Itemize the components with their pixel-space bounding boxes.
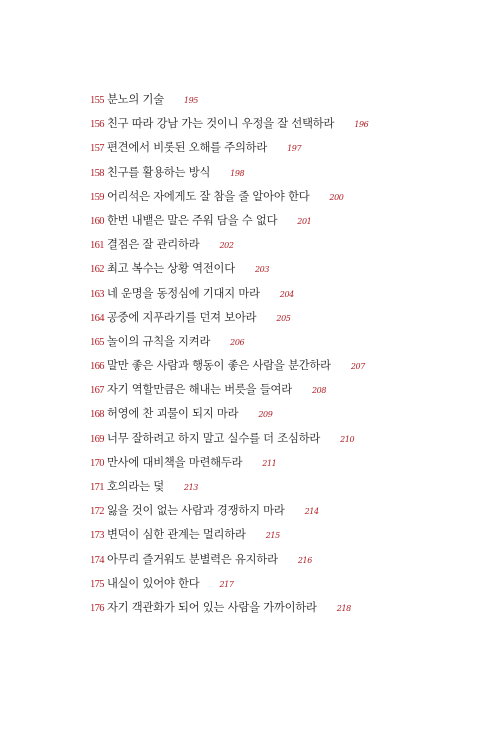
chapter-title: 내실이 있어야 한다 — [106, 576, 200, 590]
toc-entry[interactable] — [90, 572, 490, 596]
toc-entry[interactable] — [90, 427, 490, 451]
chapter-number: 160 — [90, 215, 104, 227]
toc-entry[interactable] — [90, 499, 490, 523]
toc-entry[interactable] — [90, 523, 490, 547]
chapter-number: 173 — [90, 530, 104, 542]
table-of-contents — [90, 88, 490, 620]
chapter-number: 168 — [90, 409, 104, 421]
chapter-title: 만사에 대비책을 마련해두라 — [106, 455, 243, 469]
page-number: 204 — [279, 289, 294, 299]
chapter-number: 167 — [90, 385, 104, 397]
chapter-title: 편견에서 비롯된 오해를 주의하라 — [106, 141, 268, 155]
page-number: 202 — [219, 241, 234, 251]
chapter-title: 한번 내뱉은 말은 주워 담을 수 없다 — [106, 213, 278, 227]
chapter-title: 호의라는 덫 — [106, 480, 164, 493]
chapter-title: 자기 객관화가 되어 있는 사람을 가까이하라 — [106, 600, 317, 614]
page-number: 197 — [287, 144, 302, 154]
page-number: 203 — [254, 265, 270, 275]
chapter-number: 174 — [90, 554, 104, 566]
chapter-number: 171 — [90, 482, 104, 493]
page-number: 211 — [262, 458, 277, 468]
chapter-number: 164 — [90, 312, 104, 324]
toc-entry[interactable] — [90, 282, 490, 306]
page-number: 214 — [304, 507, 319, 517]
toc-entry[interactable] — [90, 354, 490, 378]
chapter-number: 172 — [90, 506, 104, 518]
page-number: 210 — [340, 434, 355, 444]
toc-entry[interactable] — [90, 209, 490, 233]
page-number: 201 — [297, 216, 312, 226]
chapter-title: 놀이의 규칙을 지켜라 — [106, 334, 211, 348]
page-number: 215 — [265, 531, 280, 541]
chapter-number: 159 — [90, 191, 104, 203]
chapter-number: 161 — [90, 240, 104, 252]
chapter-title: 분노의 기술 — [106, 93, 164, 106]
toc-entry[interactable] — [90, 112, 490, 136]
page-number: 196 — [354, 120, 369, 130]
toc-entry[interactable] — [90, 596, 490, 620]
toc-entry[interactable] — [90, 548, 490, 572]
chapter-title: 아무리 즐거워도 분별력은 유지하라 — [106, 552, 278, 566]
chapter-title: 네 운명을 동정심에 기대지 마라 — [106, 286, 260, 300]
toc-entry[interactable] — [90, 306, 490, 330]
chapter-number: 163 — [90, 288, 104, 300]
page-number: 207 — [350, 362, 365, 372]
page-number: 209 — [258, 410, 273, 420]
chapter-number: 155 — [90, 95, 104, 106]
chapter-title: 친구를 활용하는 방식 — [106, 165, 211, 179]
chapter-title: 변덕이 심한 관계는 멀리하라 — [106, 528, 246, 542]
page-number: 217 — [219, 579, 234, 589]
page-number: 205 — [276, 313, 291, 323]
chapter-number: 156 — [90, 119, 104, 131]
chapter-title: 친구 따라 강남 가는 것이니 우정을 잘 선택하라 — [106, 117, 335, 131]
toc-entry[interactable] — [90, 402, 490, 426]
page-number: 208 — [311, 386, 327, 396]
chapter-number: 158 — [90, 167, 104, 179]
chapter-number: 176 — [90, 602, 104, 614]
toc-entry[interactable] — [90, 161, 490, 185]
toc-entry[interactable] — [90, 136, 490, 160]
toc-entry[interactable] — [90, 233, 490, 257]
page-number: 213 — [183, 483, 198, 492]
chapter-number: 175 — [90, 578, 104, 590]
toc-entry[interactable] — [90, 257, 490, 281]
chapter-number: 157 — [90, 143, 104, 155]
page-number: 198 — [230, 168, 245, 178]
chapter-title: 공중에 지푸라기를 던져 보아라 — [106, 310, 257, 324]
toc-entry[interactable] — [90, 451, 490, 475]
chapter-number: 170 — [90, 457, 104, 469]
chapter-title: 어리석은 자에게도 잘 참을 줄 알아야 한다 — [106, 189, 310, 203]
chapter-title: 최고 복수는 상황 역전이다 — [106, 262, 235, 276]
page-number: 200 — [329, 192, 344, 202]
chapter-title: 너무 잘하려고 하지 말고 실수를 더 조심하라 — [106, 431, 321, 445]
chapter-title: 말만 좋은 사람과 행동이 좋은 사람을 분간하라 — [106, 359, 331, 373]
page-number: 195 — [183, 96, 198, 105]
chapter-title: 잃을 것이 없는 사람과 경쟁하지 마라 — [106, 504, 285, 518]
chapter-number: 169 — [90, 433, 104, 445]
chapter-number: 166 — [90, 361, 104, 373]
toc-entry[interactable] — [90, 378, 490, 402]
toc-entry[interactable] — [90, 185, 490, 209]
chapter-number: 165 — [90, 336, 104, 348]
page-number: 218 — [336, 603, 351, 613]
toc-entry[interactable] — [90, 330, 490, 354]
chapter-number: 162 — [90, 264, 104, 276]
page-number: 206 — [230, 337, 245, 347]
chapter-title: 허영에 찬 괴물이 되지 마라 — [106, 407, 239, 421]
page-number: 216 — [297, 555, 312, 565]
toc-entry[interactable] — [90, 88, 490, 112]
toc-entry[interactable] — [90, 475, 490, 499]
chapter-title: 결점은 잘 관리하라 — [106, 238, 200, 252]
chapter-title: 자기 역할만큼은 해내는 버릇을 들여라 — [106, 383, 292, 397]
